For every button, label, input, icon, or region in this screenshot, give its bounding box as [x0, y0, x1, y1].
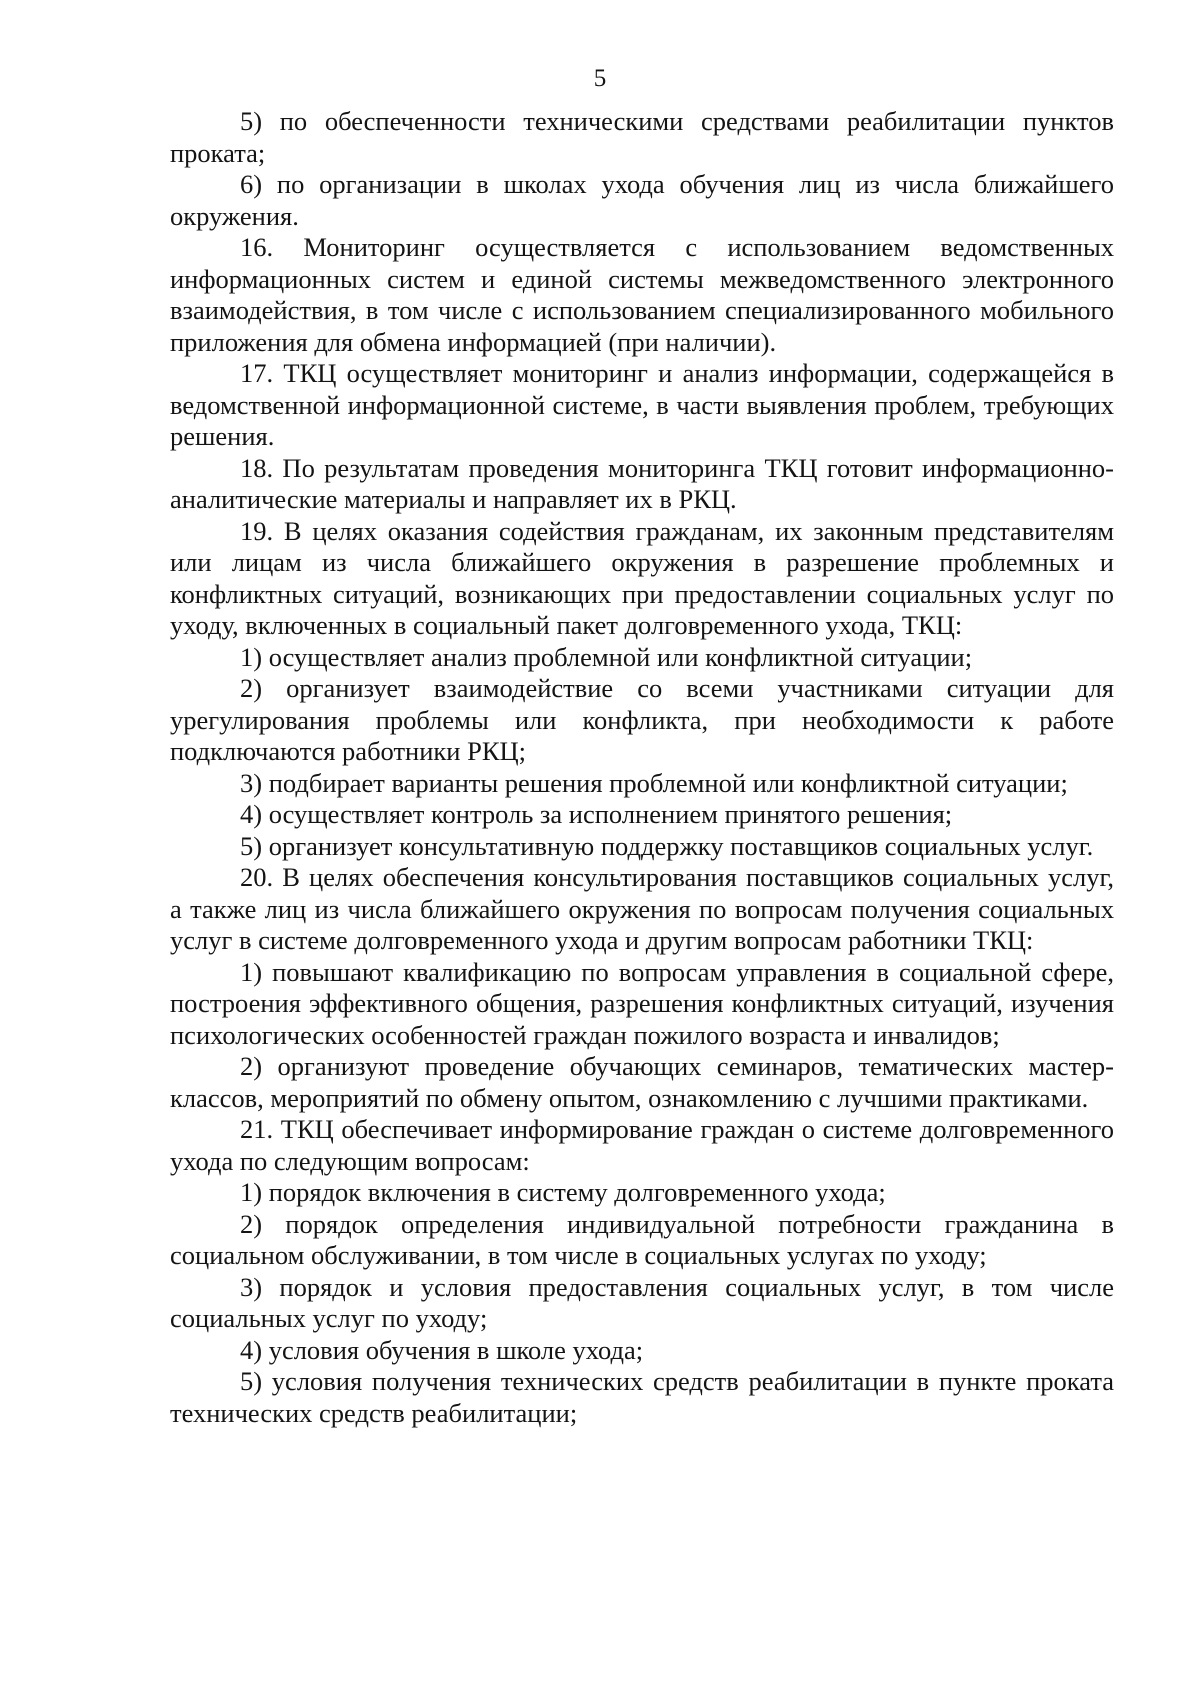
paragraph: 16. Мониторинг осуществляется с использованием ведомственных информационных систем и единой системы межведомственного электронного взаимодействия, в том числе с использованием специализированного мобильного приложения для обмена информацией (при наличии).	[170, 232, 1114, 357]
paragraph: 2) организует взаимодействие со всеми участниками ситуации для урегулирования проблемы или конфликта, при необходимости к работе подключаются работники РКЦ;	[170, 673, 1114, 766]
paragraph: 2) организуют проведение обучающих семинаров, тематических мастер-классов, мероприятий по обмену опытом, ознакомлению с лучшими практиками.	[170, 1051, 1114, 1113]
document-body	[170, 106, 1114, 1429]
paragraph: 3) порядок и условия предоставления социальных услуг, в том числе социальных услуг по уходу;	[170, 1271, 1114, 1333]
paragraph: 1) повышают квалификацию по вопросам управления в социальной сфере, построения эффективного общения, разрешения конфликтных ситуаций, изучения психологических особенностей граждан пожилого возраста и инвалидов;	[170, 956, 1114, 1050]
page-number: 5	[593, 65, 607, 92]
paragraph: 3) подбирает варианты решения проблемной или конфликтной ситуации;	[240, 767, 1068, 798]
paragraph: 18. По результатам проведения мониторинга ТКЦ готовит информационно-аналитические материалы и направляет их в РКЦ.	[170, 452, 1114, 514]
paragraph: 6) по организации в школах ухода обучения лиц из числа ближайшего окружения.	[170, 169, 1114, 231]
paragraph: 4) осуществляет контроль за исполнением принятого решения;	[240, 799, 953, 829]
paragraph: 17. ТКЦ осуществляет мониторинг и анализ информации, содержащейся в ведомственной информационной системе, в части выявления проблем, требующих решения.	[170, 358, 1114, 451]
paragraph: 4) условия обучения в школе ухода;	[240, 1334, 644, 1365]
paragraph: 5) по обеспеченности техническими средствами реабилитации пунктов проката;	[170, 106, 1114, 168]
paragraph: 1) осуществляет анализ проблемной или конфликтной ситуации;	[240, 641, 973, 672]
paragraph: 2) порядок определения индивидуальной потребности гражданина в социальном обслуживании, в том числе в социальных услугах по уходу;	[170, 1208, 1114, 1270]
paragraph: 5) условия получения технических средств реабилитации в пункте проката технических средств реабилитации;	[170, 1366, 1114, 1428]
paragraph: 20. В целях обеспечения консультирования поставщиков социальных услуг, а также лиц из числа ближайшего окружения по вопросам получения социальных услуг в системе долговременного ухода и другим вопросам работники ТКЦ:	[170, 862, 1114, 955]
paragraph: 1) порядок включения в систему долговременного ухода;	[240, 1177, 886, 1207]
paragraph: 21. ТКЦ обеспечивает информирование граждан о системе долговременного ухода по следующим вопросам:	[170, 1114, 1114, 1176]
paragraph: 5) организует консультативную поддержку поставщиков социальных услуг.	[240, 830, 1094, 861]
paragraph: 19. В целях оказания содействия гражданам, их законным представителям или лицам из числа ближайшего окружения в разрешение проблемных и конфликтных ситуаций, возникающих при предоставлении социальных услуг по уходу, включенных в социальный пакет долговременного ухода, ТКЦ:	[170, 515, 1114, 640]
